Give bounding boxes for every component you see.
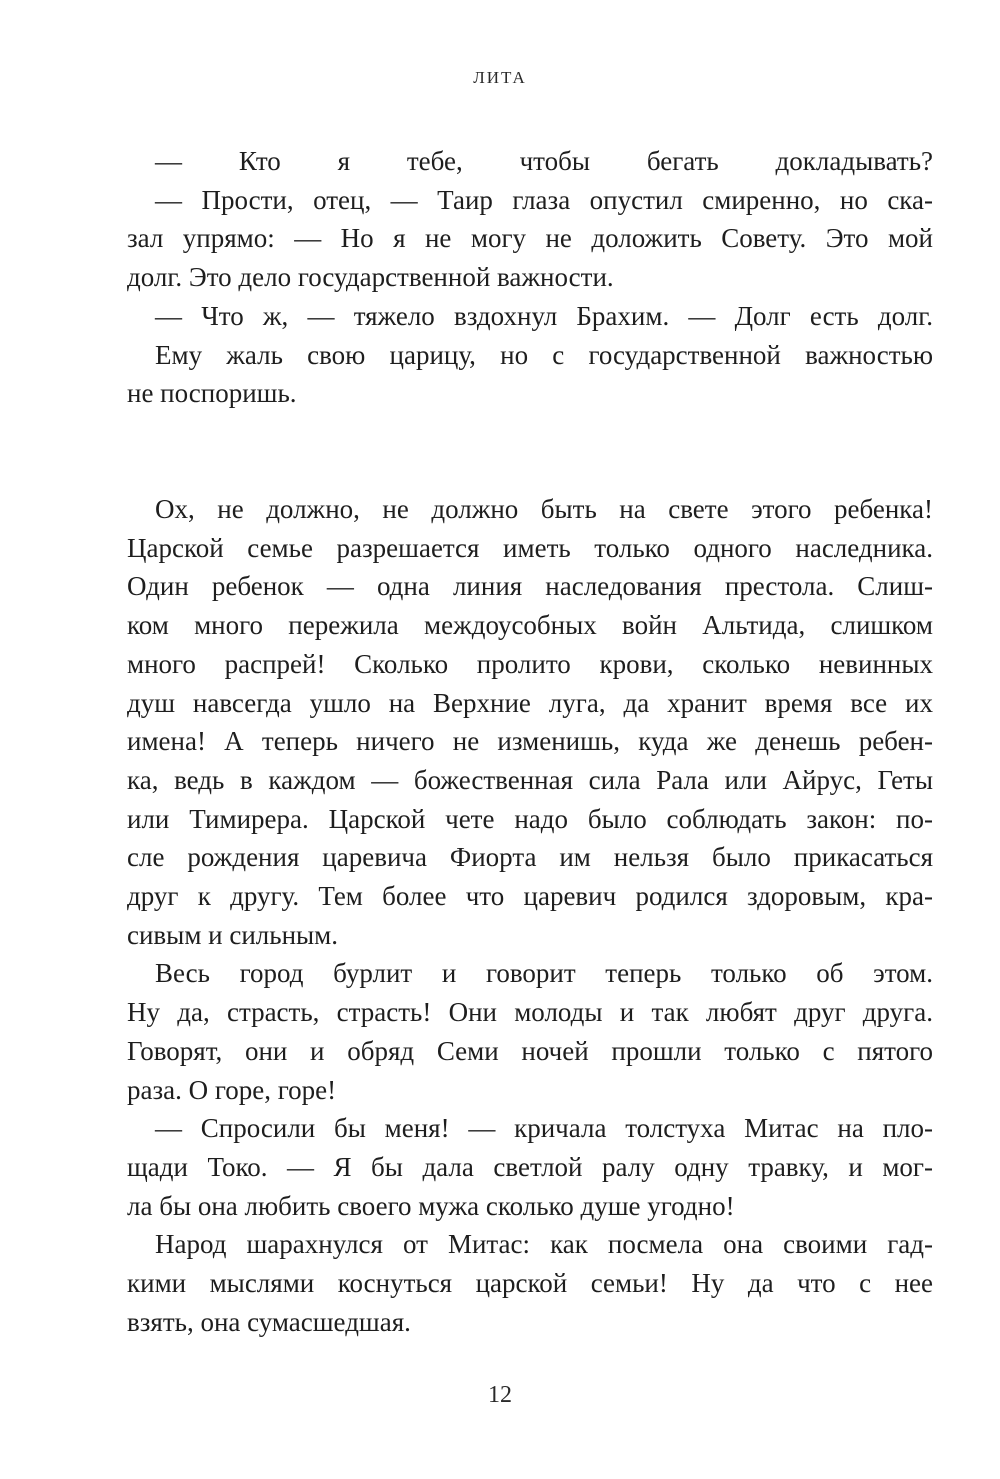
text-line: зал упрямо: — Но я не могу не доложить Совету. Это мой: [127, 223, 933, 254]
text-line: долг. Это дело государственной важности.: [127, 262, 614, 293]
page-number: 12: [488, 1382, 512, 1408]
text-line: сле рождения царевича Фиорта им нельзя было прикасаться: [127, 842, 933, 873]
text-line: Царской семье разрешается иметь только одного наследника.: [127, 532, 933, 563]
text-line: — Спросили бы меня! — кричала толстуха Митас на пло-: [155, 1113, 933, 1144]
text-line: Ему жаль свою царицу, но с государственной важностью: [155, 339, 933, 370]
text-block-dialogue: [127, 142, 933, 413]
text-line: Говорят, они и обряд Семи ночей прошли только с пятого: [127, 1035, 933, 1066]
text-line: — Что ж, — тяжело вздохнул Брахим. — Долг есть долг.: [155, 300, 933, 331]
text-line: или Тимирера. Царской чете надо было соблюдать закон: по-: [127, 803, 933, 834]
text-line: сивым и сильным.: [127, 919, 339, 950]
running-head: ЛИТА: [473, 68, 527, 87]
text-line: имена! А теперь ничего не изменишь, куда же денешь ребен-: [127, 726, 933, 757]
text-line: взять, она сумасшедшая.: [127, 1306, 411, 1337]
text-line: щади Токо. — Я бы дала светлой ралу одну травку, и мог-: [127, 1151, 933, 1182]
text-line: много распрей! Сколько пролито крови, сколько невинных: [127, 648, 933, 679]
text-line: — Кто я тебе, чтобы бегать докладывать?: [155, 146, 933, 176]
text-line: Ну да, страсть, страсть! Они молоды и так любят друг друга.: [127, 997, 933, 1028]
text-line: раза. О горе, горе!: [127, 1074, 337, 1105]
text-line: Народ шарахнулся от Митас: как посмела она своими гад-: [155, 1229, 933, 1260]
text-line: ла бы она любить своего мужа сколько душе угодно!: [127, 1190, 735, 1221]
text-block-narrative: [127, 490, 933, 1341]
text-line: кими мыслями коснуться царской семьи! Ну да что с нее: [127, 1268, 933, 1299]
text-line: — Прости, отец, — Таир глаза опустил смиренно, но ска-: [155, 184, 933, 215]
text-line: Один ребенок — одна линия наследования престола. Слиш-: [127, 571, 933, 602]
text-line: ком много пережила междоусобных войн Альтида, слишком: [127, 610, 933, 641]
text-line: душ навсегда ушло на Верхние луга, да хранит время все их: [127, 687, 933, 718]
text-line: друг к другу. Тем более что царевич родился здоровым, кра-: [127, 881, 933, 912]
text-line: не поспоришь.: [127, 378, 297, 409]
text-line: Весь город бурлит и говорит теперь только об этом.: [155, 958, 933, 989]
text-line: Ох, не должно, не должно быть на свете этого ребенка!: [155, 494, 933, 524]
text-line: ка, ведь в каждом — божественная сила Рала или Айрус, Геты: [127, 764, 933, 795]
